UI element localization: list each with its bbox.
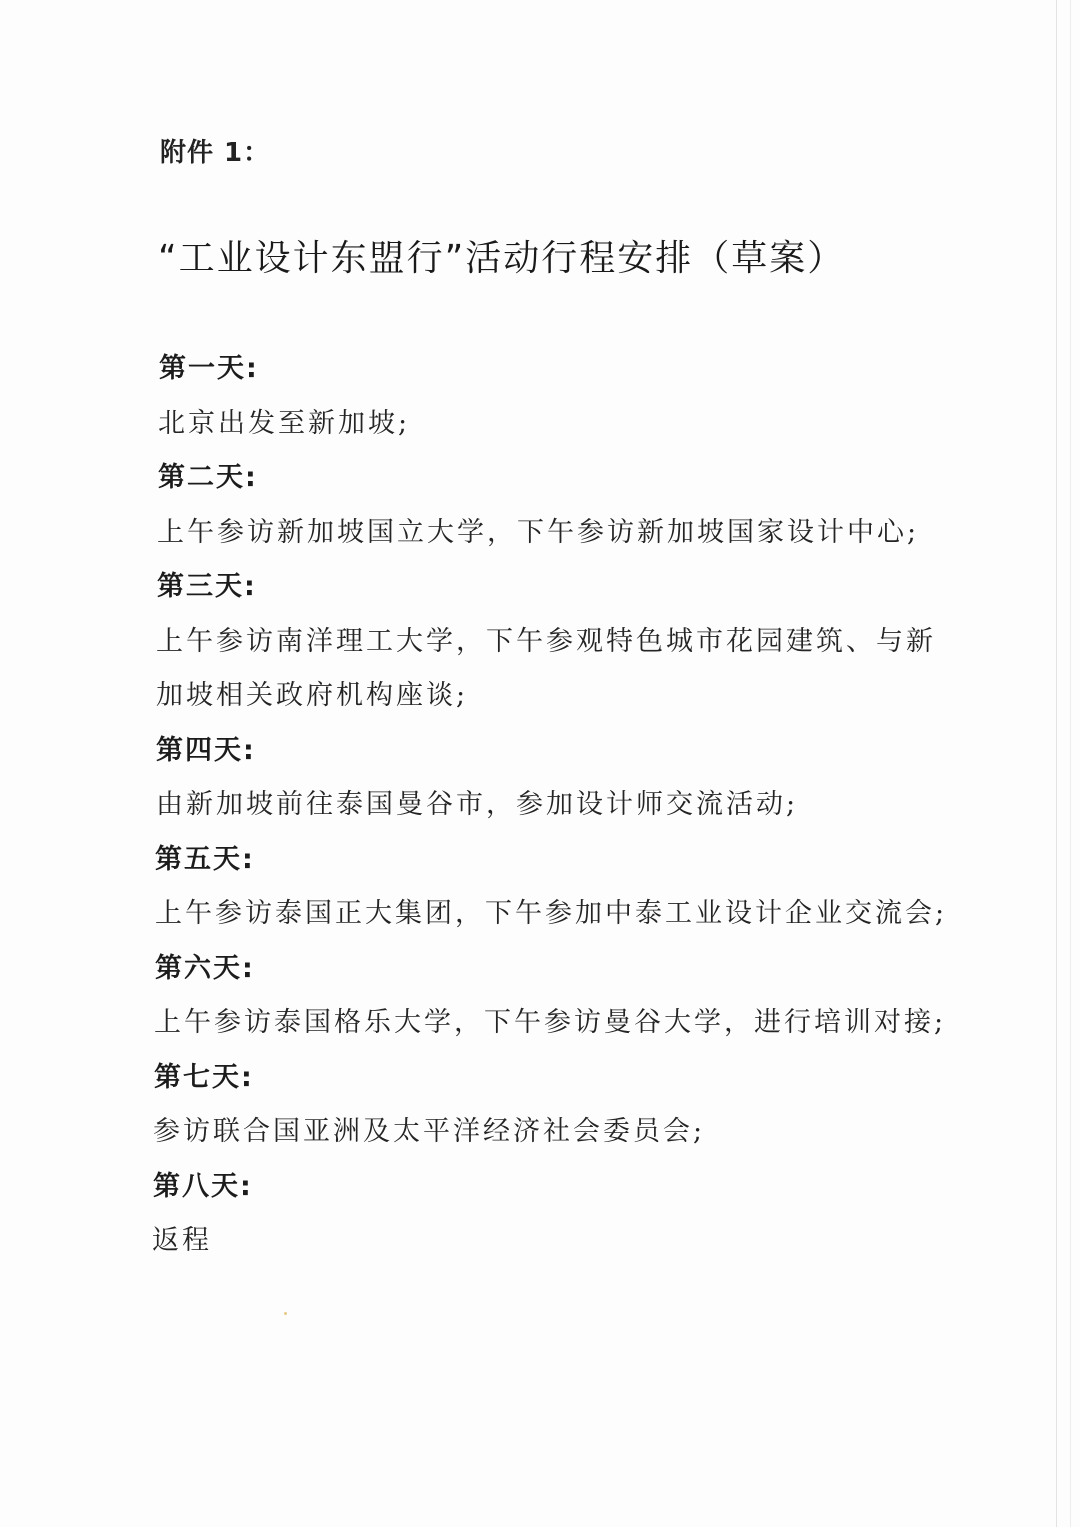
day-heading-3: 第三天: bbox=[157, 571, 257, 602]
day-heading-1: 第一天: bbox=[159, 353, 259, 384]
day-heading-2: 第二天: bbox=[158, 462, 258, 493]
day-heading-6: 第六天: bbox=[155, 952, 255, 984]
day-description-4: 由新加坡前往泰国曼谷市，参加设计师交流活动; bbox=[156, 789, 799, 820]
day-description-3-cont: 加坡相关政府机构座谈; bbox=[156, 680, 469, 711]
scan-speck bbox=[284, 1312, 287, 1315]
document-title: “工业设计东盟行”活动行程安排（草案） bbox=[158, 238, 846, 279]
attachment-label: 附件 1： bbox=[160, 138, 271, 168]
day-heading-5: 第五天: bbox=[155, 843, 255, 875]
day-heading-7: 第七天: bbox=[154, 1061, 254, 1093]
day-heading-4: 第四天: bbox=[156, 734, 256, 766]
day-description-3: 上午参访南洋理工大学，下午参观特色城市花园建筑、与新 bbox=[156, 625, 936, 657]
day-description-1: 北京出发至新加坡; bbox=[158, 407, 411, 439]
day-description-2: 上午参访新加坡国立大学，下午参访新加坡国家设计中心; bbox=[157, 516, 920, 548]
day-heading-8: 第八天: bbox=[153, 1170, 253, 1202]
schedule-list bbox=[0, 342, 1080, 1269]
day-description-7: 参访联合国亚洲及太平洋经济社会委员会; bbox=[153, 1116, 706, 1147]
day-description-8: 返程 bbox=[152, 1225, 212, 1256]
day-description-6: 上午参访泰国格乐大学，下午参访曼谷大学，进行培训对接; bbox=[154, 1007, 947, 1038]
day-description-5: 上午参访泰国正大集团，下午参加中泰工业设计企业交流会; bbox=[155, 898, 948, 929]
